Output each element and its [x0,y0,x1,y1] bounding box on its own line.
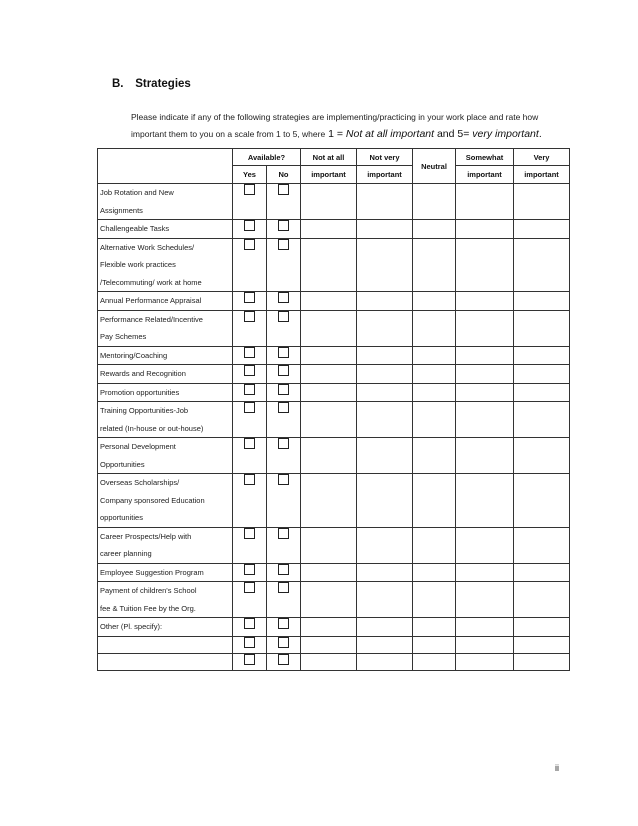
strategy-label [98,310,233,346]
available-no-checkbox[interactable] [278,220,289,231]
strategy-label-line: Overseas Scholarships/ [100,478,180,487]
available-no-checkbox[interactable] [278,292,289,303]
strategy-label [98,238,233,292]
header-yes: Yes [233,166,267,184]
rating-not-at-all-cell[interactable] [301,474,357,528]
strategy-label-line: Employee Suggestion Program [100,567,204,577]
rating-not-very-cell[interactable] [357,238,413,292]
rating-very-cell[interactable] [514,438,570,474]
table-row [98,346,570,365]
header-somewhat: Somewhat [456,149,514,166]
strategy-label-line: Pay Schemes [100,332,147,341]
available-yes-checkbox[interactable] [244,292,255,303]
table-row [98,636,570,653]
rating-neutral-cell[interactable] [413,636,456,653]
scale-text-a: 1 = [325,128,346,140]
rating-neutral-cell[interactable] [413,184,456,220]
strategy-label-line: Rewards and Recognition [100,369,186,378]
strategy-label [98,402,233,438]
header-neutral: Neutral [413,149,456,184]
available-yes-checkbox[interactable] [244,239,255,250]
header-strategy [98,149,233,184]
scale-text-b: and 5= [434,128,473,140]
available-yes-checkbox[interactable] [244,347,255,358]
strategy-label-line: Opportunities [100,459,145,469]
rating-not-at-all-cell[interactable] [301,563,357,582]
rating-not-at-all-cell[interactable] [301,383,357,402]
rating-not-very-cell[interactable] [357,653,413,670]
available-no-cell [267,618,301,637]
rating-neutral-cell[interactable] [413,618,456,637]
strategy-label [98,474,233,528]
rating-not-at-all-cell[interactable] [301,653,357,670]
strategy-label-line: career planning [100,549,152,558]
rating-very-cell[interactable] [514,474,570,528]
strategy-label-line: Personal Development [100,442,176,451]
rating-somewhat-cell[interactable] [456,474,514,528]
available-no-checkbox[interactable] [278,582,289,593]
available-yes-checkbox[interactable] [244,438,255,449]
available-no-checkbox[interactable] [278,528,289,539]
section-number: B. [112,78,124,90]
table-row [98,474,570,528]
rating-not-very-cell[interactable] [357,636,413,653]
strategy-label [98,582,233,618]
available-no-checkbox[interactable] [278,474,289,485]
available-yes-checkbox[interactable] [244,220,255,231]
available-yes-cell [233,220,267,239]
rating-somewhat-cell[interactable] [456,365,514,384]
rating-somewhat-cell[interactable] [456,563,514,582]
available-yes-cell [233,383,267,402]
rating-not-at-all-cell[interactable] [301,402,357,438]
rating-somewhat-cell[interactable] [456,527,514,563]
strategy-label [98,618,233,637]
header-no: No [267,166,301,184]
available-yes-cell [233,636,267,653]
rating-very-cell[interactable] [514,184,570,220]
available-no-cell [267,653,301,670]
rating-somewhat-cell[interactable] [456,653,514,670]
rating-neutral-cell[interactable] [413,310,456,346]
available-yes-cell [233,438,267,474]
rating-neutral-cell[interactable] [413,402,456,438]
rating-neutral-cell[interactable] [413,527,456,563]
rating-not-very-cell[interactable] [357,383,413,402]
rating-very-cell[interactable] [514,292,570,311]
rating-very-cell[interactable] [514,563,570,582]
header-row-1 [98,149,570,166]
instruction-line-1: Please indicate if any of the following strategies are implementing/practicing in your work place and rate how [131,112,539,122]
available-no-cell [267,184,301,220]
rating-very-cell[interactable] [514,220,570,239]
header-available: Available? [233,149,301,166]
available-yes-cell [233,346,267,365]
strategy-label-line: Career Prospects/Help with [100,531,192,541]
rating-not-very-cell[interactable] [357,220,413,239]
available-yes-checkbox[interactable] [244,474,255,485]
available-no-cell [267,582,301,618]
available-yes-checkbox[interactable] [244,637,255,648]
table-row [98,184,570,220]
rating-not-at-all-cell[interactable] [301,618,357,637]
instruction-lead: important them to you on a scale from 1 to 5, where [131,129,326,139]
header-not-at-all: Not at all [301,149,357,166]
rating-neutral-cell[interactable] [413,238,456,292]
available-no-checkbox[interactable] [278,384,289,395]
header-very: Very [514,149,570,166]
rating-very-cell[interactable] [514,310,570,346]
table-row [98,618,570,637]
strategy-label [98,438,233,474]
strategy-label-line: Flexible work practices [100,260,176,269]
available-no-cell [267,563,301,582]
rating-very-cell[interactable] [514,402,570,438]
strategy-label [98,563,233,582]
table-row [98,292,570,311]
rating-not-very-cell[interactable] [357,527,413,563]
available-no-checkbox[interactable] [278,311,289,322]
rating-not-at-all-cell[interactable] [301,310,357,346]
strategy-label-line: fee & Tuition Fee by the Org. [100,603,196,613]
available-no-cell [267,238,301,292]
strategy-label-line: Training Opportunities-Job [100,406,189,415]
strategy-label-line: Other (Pl. specify): [100,622,163,631]
strategy-label-line: related (In-house or out-house) [100,423,204,433]
rating-very-cell[interactable] [514,346,570,365]
available-no-checkbox[interactable] [278,184,289,195]
available-yes-checkbox[interactable] [244,618,255,629]
available-yes-cell [233,292,267,311]
available-no-checkbox[interactable] [278,654,289,665]
rating-neutral-cell[interactable] [413,365,456,384]
rating-not-very-cell[interactable] [357,184,413,220]
rating-somewhat-cell[interactable] [456,618,514,637]
instruction-line-2 [131,128,542,140]
rating-somewhat-cell[interactable] [456,636,514,653]
strategy-label [98,383,233,402]
available-yes-checkbox[interactable] [244,311,255,322]
rating-not-at-all-cell[interactable] [301,184,357,220]
scale-label-high: very important [472,128,539,140]
table-row [98,220,570,239]
available-no-checkbox[interactable] [278,618,289,629]
rating-neutral-cell[interactable] [413,582,456,618]
strategy-label [98,527,233,563]
table-row [98,238,570,292]
available-no-cell [267,474,301,528]
rating-not-very-cell[interactable] [357,438,413,474]
available-no-cell [267,636,301,653]
available-no-checkbox[interactable] [278,438,289,449]
available-no-cell [267,383,301,402]
rating-somewhat-cell[interactable] [456,292,514,311]
table-row [98,653,570,670]
available-yes-cell [233,563,267,582]
rating-very-cell[interactable] [514,238,570,292]
available-no-cell [267,402,301,438]
table-row [98,402,570,438]
rating-not-at-all-cell[interactable] [301,365,357,384]
rating-not-at-all-cell[interactable] [301,220,357,239]
strategy-label [98,636,233,653]
available-yes-checkbox[interactable] [244,564,255,575]
table-row [98,383,570,402]
available-yes-cell [233,653,267,670]
rating-very-cell[interactable] [514,582,570,618]
available-no-checkbox[interactable] [278,239,289,250]
rating-not-very-cell[interactable] [357,474,413,528]
strategy-label-line: Promotion opportunities [100,387,180,397]
available-yes-cell [233,184,267,220]
available-yes-checkbox[interactable] [244,384,255,395]
rating-very-cell[interactable] [514,618,570,637]
strategy-label-line: Alternative Work Schedules/ [100,242,195,252]
available-yes-checkbox[interactable] [244,365,255,376]
strategy-label-line: opportunities [100,513,143,522]
scale-label-low: Not at all important [345,128,435,140]
table-row [98,527,570,563]
header-not-very: Not very [357,149,413,166]
strategy-label-line: /Telecommuting/ work at home [100,277,202,287]
strategy-label-line: Challengeable Tasks [100,224,170,233]
table-row [98,438,570,474]
strategy-label [98,653,233,670]
rating-somewhat-cell[interactable] [456,346,514,365]
rating-not-at-all-cell[interactable] [301,438,357,474]
scale-end: . [538,128,542,140]
strategy-label [98,220,233,239]
rating-not-very-cell[interactable] [357,618,413,637]
available-no-checkbox[interactable] [278,347,289,358]
rating-not-very-cell[interactable] [357,402,413,438]
available-yes-cell [233,310,267,346]
strategy-label-line: Annual Performance Appraisal [100,296,202,305]
available-yes-checkbox[interactable] [244,402,255,413]
available-yes-cell [233,582,267,618]
rating-neutral-cell[interactable] [413,474,456,528]
strategies-table [97,148,570,671]
available-no-cell [267,438,301,474]
section-heading [112,78,191,90]
rating-very-cell[interactable] [514,383,570,402]
section-title: Strategies [135,78,191,90]
strategy-label-line: Assignments [100,205,143,215]
available-no-cell [267,527,301,563]
rating-neutral-cell[interactable] [413,220,456,239]
rating-not-at-all-cell[interactable] [301,636,357,653]
header-not-very-2: important [357,166,413,184]
rating-not-very-cell[interactable] [357,292,413,311]
strategy-label-line: Job Rotation and New [100,188,174,197]
rating-somewhat-cell[interactable] [456,184,514,220]
header-not-at-all-2: important [301,166,357,184]
rating-neutral-cell[interactable] [413,346,456,365]
rating-not-at-all-cell[interactable] [301,346,357,365]
rating-neutral-cell[interactable] [413,563,456,582]
rating-not-very-cell[interactable] [357,563,413,582]
rating-very-cell[interactable] [514,527,570,563]
rating-very-cell[interactable] [514,636,570,653]
rating-somewhat-cell[interactable] [456,383,514,402]
page-number: ii [555,763,559,773]
header-very-2: important [514,166,570,184]
rating-neutral-cell[interactable] [413,438,456,474]
available-no-checkbox[interactable] [278,402,289,413]
rating-not-very-cell[interactable] [357,582,413,618]
table-row [98,582,570,618]
table-row [98,310,570,346]
rating-somewhat-cell[interactable] [456,238,514,292]
strategy-label-line: Mentoring/Coaching [100,350,168,360]
strategy-label [98,346,233,365]
available-yes-checkbox[interactable] [244,654,255,665]
rating-not-very-cell[interactable] [357,310,413,346]
available-no-cell [267,310,301,346]
available-yes-cell [233,365,267,384]
available-no-cell [267,292,301,311]
available-yes-checkbox[interactable] [244,184,255,195]
available-no-checkbox[interactable] [278,564,289,575]
strategy-label-line: Payment of children's School [100,586,197,595]
rating-somewhat-cell[interactable] [456,402,514,438]
strategy-label-line: Company sponsored Education [100,495,205,505]
rating-somewhat-cell[interactable] [456,310,514,346]
available-no-cell [267,346,301,365]
strategy-label [98,184,233,220]
rating-not-at-all-cell[interactable] [301,527,357,563]
available-yes-cell [233,618,267,637]
table-row [98,563,570,582]
rating-not-at-all-cell[interactable] [301,292,357,311]
rating-neutral-cell[interactable] [413,292,456,311]
strategy-label [98,292,233,311]
rating-not-very-cell[interactable] [357,365,413,384]
rating-somewhat-cell[interactable] [456,220,514,239]
available-no-checkbox[interactable] [278,637,289,648]
rating-somewhat-cell[interactable] [456,582,514,618]
available-yes-cell [233,474,267,528]
available-no-cell [267,220,301,239]
rating-not-at-all-cell[interactable] [301,582,357,618]
available-yes-cell [233,402,267,438]
available-no-checkbox[interactable] [278,365,289,376]
rating-very-cell[interactable] [514,653,570,670]
available-yes-cell [233,238,267,292]
rating-not-very-cell[interactable] [357,346,413,365]
available-no-cell [267,365,301,384]
header-somewhat-2: important [456,166,514,184]
strategy-label-line: Performance Related/Incentive [100,314,203,324]
rating-not-at-all-cell[interactable] [301,238,357,292]
rating-neutral-cell[interactable] [413,383,456,402]
available-yes-checkbox[interactable] [244,582,255,593]
available-yes-cell [233,527,267,563]
table-row [98,365,570,384]
available-yes-checkbox[interactable] [244,528,255,539]
rating-somewhat-cell[interactable] [456,438,514,474]
rating-very-cell[interactable] [514,365,570,384]
rating-neutral-cell[interactable] [413,653,456,670]
strategy-label [98,365,233,384]
